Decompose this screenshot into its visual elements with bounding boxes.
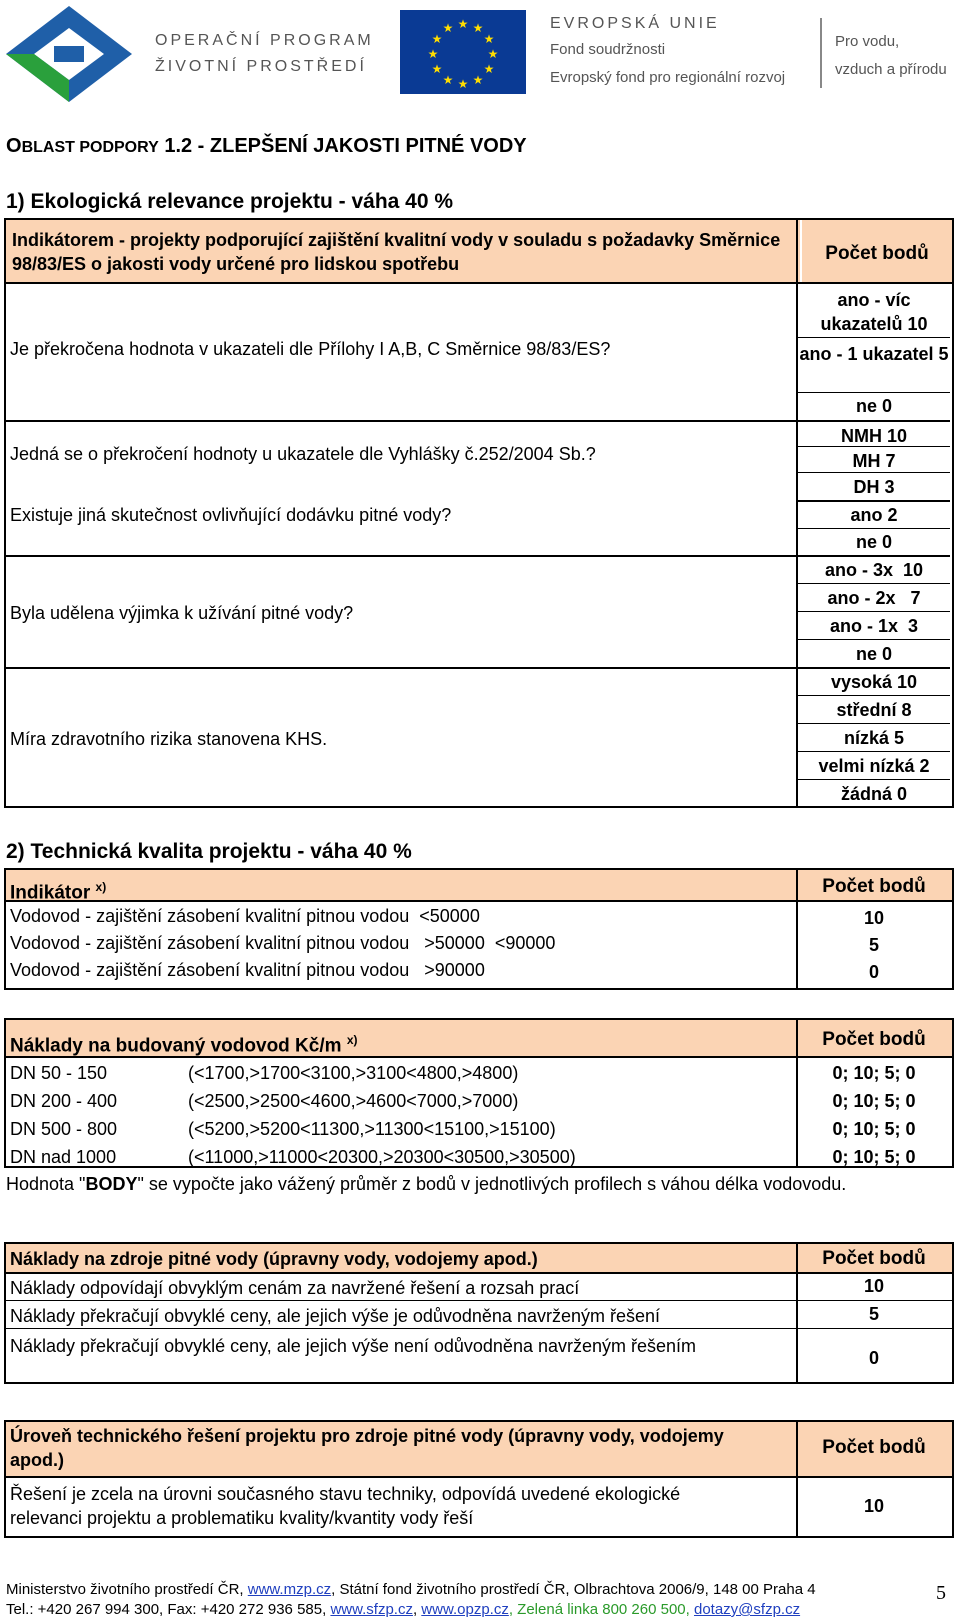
q1-answer-2: ano - 1 ukazatel 5 (799, 344, 949, 364)
footer-line-2 (6, 1600, 800, 1620)
area-title-smallcaps: BLAST PODPORY (21, 139, 159, 156)
source-row-3-points: 0 (868, 1348, 879, 1368)
costs-row-3-dn: DN 500 - 800 (10, 1119, 118, 1139)
svg-text:★: ★ (487, 47, 499, 61)
tech-header: Úroveň technického řešení projektu pro zdroje pitné vody (úpravny vody, vodojemy apod.) (10, 1426, 724, 1470)
source-row-1-points: 10 (863, 1276, 885, 1296)
costs-note-post: " se vypočte jako vážený průměr z bodů v jednotlivých profilech s váhou délka vodovodu. (137, 1174, 847, 1194)
costs-header-sup: x) (346, 1033, 358, 1047)
footer-text: , Státní fond životního prostředí ČR, Olbrachtova 2006/9, 148 00 Praha 4 (331, 1581, 816, 1598)
footer-line-1 (6, 1580, 816, 1600)
costs-header-label: Náklady na budovaný vodovod Kč/m (10, 1035, 342, 1057)
costs-row-2-points: 0; 10; 5; 0 (832, 1091, 916, 1111)
footer-text: Tel.: +420 267 994 300, Fax: +420 272 936 585, (6, 1601, 331, 1618)
ans-line (798, 611, 950, 612)
ans-line (798, 500, 950, 502)
q2-answer-3: DH 3 (853, 477, 895, 497)
costs-row-1-range: (<1700,>1700<3100,>3100<4800,>4800) (188, 1063, 519, 1083)
section2-sup: x) (95, 880, 107, 894)
svg-text:★: ★ (442, 21, 454, 35)
q1-answer-1: ano - víc ukazatelů 10 (820, 290, 928, 334)
q4-text: Byla udělena výjimka k užívání pitné vody? (10, 603, 354, 623)
section1-title: 1) Ekologická relevance projektu - váha 40 % (6, 190, 454, 213)
ans-line (798, 392, 950, 393)
eu-text (550, 12, 785, 92)
svg-text:★: ★ (442, 73, 454, 87)
green-line-text: , Zelená linka 800 260 500, (508, 1601, 694, 1618)
section2-points-header: Počet bodů (822, 876, 926, 897)
section1-header-line (4, 282, 954, 284)
q1-text: Je překročena hodnota v ukazateli dle Přílohy I A,B, C Směrnice 98/83/ES? (10, 339, 611, 359)
costs-points-header: Počet bodů (822, 1029, 926, 1050)
section1-points-header: Počet bodů (825, 243, 929, 264)
opzp-link[interactable]: www.opzp.cz (421, 1601, 509, 1618)
ans-line (798, 583, 950, 584)
q2-answer-2: MH 7 (852, 451, 896, 471)
motto (835, 28, 947, 84)
svg-text:★: ★ (472, 21, 484, 35)
q3-answer-2: ne 0 (855, 532, 893, 552)
section2-row-1-points: 10 (863, 908, 885, 928)
ans-line (798, 555, 950, 557)
source-row-1-label: Náklady odpovídají obvyklým cenám za navržené řešení a rozsah prací (10, 1278, 580, 1298)
costs-row-1-points: 0; 10; 5; 0 (832, 1063, 916, 1083)
source-row-2-points: 5 (868, 1304, 879, 1324)
q4-answer-3: ano - 1x 3 (829, 616, 919, 636)
tech-row-points: 10 (863, 1496, 885, 1516)
svg-text:★: ★ (457, 77, 469, 91)
ans-line (798, 639, 950, 640)
q4-answer-4: ne 0 (855, 644, 893, 664)
svg-text:★: ★ (457, 17, 469, 31)
q5-answer-2: střední 8 (836, 700, 912, 720)
email-link[interactable]: dotazy@sfzp.cz (693, 1601, 801, 1618)
section2-row-3-points: 0 (868, 962, 879, 982)
costs-row-4-points: 0; 10; 5; 0 (832, 1147, 916, 1167)
source-header: Náklady na zdroje pitné vody (úpravny vody, vodojemy apod.) (10, 1249, 538, 1269)
section2-row-2-label: Vodovod - zajištění zásobení kvalitní pitnou vodou >50000 <90000 (10, 933, 556, 953)
section2-title: 2) Technická kvalita projektu - váha 40 % (6, 840, 412, 863)
tech-points-header: Počet bodů (822, 1437, 926, 1458)
ans-line (798, 528, 950, 529)
q3-text: Existuje jiná skutečnost ovlivňující dodávku pitné vody? (10, 505, 452, 525)
q4-answer-1: ano - 3x 10 (824, 560, 924, 580)
ans-line (798, 337, 950, 338)
sfzp-link[interactable]: www.sfzp.cz (330, 1601, 413, 1618)
svg-text:★: ★ (483, 62, 495, 76)
ans-line (798, 751, 950, 752)
q5-answer-3: nízká 5 (843, 728, 905, 748)
op-line1: OPERAČNÍ PROGRAM (155, 32, 374, 49)
eu-line3: Evropský fond pro regionální rozvoj (550, 69, 786, 86)
eu-line1: EVROPSKÁ UNIE (550, 15, 720, 32)
mzp-link[interactable]: www.mzp.cz (247, 1581, 332, 1598)
q5-answer-4: velmi nízká 2 (818, 756, 930, 776)
eu-line2: Fond soudržnosti (550, 41, 666, 58)
footer-text: Ministerstvo životního prostředí ČR, (6, 1581, 248, 1598)
svg-text:★: ★ (472, 73, 484, 87)
area-title-rest: 1.2 - ZLEPŠENÍ JAKOSTI PITNÉ VODY (158, 135, 527, 157)
section2-row-1-label: Vodovod - zajištění zásobení kvalitní pitnou vodou <50000 (10, 906, 480, 926)
page-number: 5 (936, 1582, 946, 1604)
motto-line2: vzduch a přírodu (835, 61, 947, 78)
q1-bottom-line (4, 420, 798, 422)
ans-line (798, 779, 950, 780)
q5-answer-5: žádná 0 (840, 784, 908, 804)
section2-indicator (10, 875, 106, 905)
header-divider (820, 18, 822, 88)
section2-indicator-label: Indikátor (10, 882, 91, 904)
q3-answer-1: ano 2 (850, 505, 898, 525)
costs-row-4-dn: DN nad 1000 (10, 1147, 117, 1167)
motto-line1: Pro vodu, (835, 33, 900, 50)
footer-text: , (412, 1601, 422, 1618)
ans-line (798, 723, 950, 724)
costs-row-3-points: 0; 10; 5; 0 (832, 1119, 916, 1139)
section2-header-line (4, 900, 954, 902)
q1-answer-3: ne 0 (855, 396, 893, 416)
ans-line (798, 667, 950, 669)
q5-text: Míra zdravotního rizika stanovena KHS. (10, 729, 328, 749)
section2-row-3-label: Vodovod - zajištění zásobení kvalitní pitnou vodou >90000 (10, 960, 485, 980)
source-row-2-label: Náklady překračují obvyklé ceny, ale jejich výše je odůvodněna navrženým řešení (10, 1306, 661, 1326)
source-points-header: Počet bodů (822, 1248, 926, 1269)
q2-text: Jedná se o překročení hodnoty u ukazatele dle Vyhlášky č.252/2004 Sb.? (10, 444, 596, 464)
q4-bottom-line (4, 667, 798, 669)
svg-text:★: ★ (431, 32, 443, 46)
section2-row-2-points: 5 (868, 935, 879, 955)
costs-row-4-range: (<11000,>11000<20300,>20300<30500,>30500) (188, 1147, 576, 1167)
tech-header-line (4, 1476, 954, 1478)
costs-row-1-dn: DN 50 - 150 (10, 1063, 108, 1083)
costs-row-2-range: (<2500,>2500<4600,>4600<7000,>7000) (188, 1091, 519, 1111)
costs-note (6, 1172, 956, 1196)
svg-text:★: ★ (483, 32, 495, 46)
q5-answer-1: vysoká 10 (830, 672, 918, 692)
eu-flag-icon (400, 10, 526, 94)
ans-line (798, 420, 950, 422)
costs-row-3-range: (<5200,>5200<11300,>11300<15100,>15100) (188, 1119, 556, 1139)
op-line2: ŽIVOTNÍ PROSTŘEDÍ (155, 58, 367, 75)
source-row-3-label: Náklady překračují obvyklé ceny, ale jejich výše není odůvodněna navrženým řešením (10, 1336, 697, 1356)
op-program-name (155, 28, 374, 80)
svg-text:★: ★ (431, 62, 443, 76)
area-title-initial: O (6, 135, 22, 157)
source-row-line (4, 1300, 954, 1301)
svg-text:★: ★ (427, 47, 439, 61)
costs-note-pre: Hodnota " (6, 1174, 86, 1194)
q3-bottom-line (4, 555, 798, 557)
section1-indicator: Indikátorem - projekty podporující zajištění kvalitní vody v souladu s požadavky Směrnice 98/83/ES o jakosti vody určené pro lidskou spotřebu (12, 230, 781, 274)
source-row-line (4, 1328, 954, 1329)
costs-row-2-dn: DN 200 - 400 (10, 1091, 118, 1111)
costs-header (10, 1028, 357, 1058)
costs-note-bold: BODY (85, 1174, 138, 1194)
op-logo (4, 4, 134, 102)
tech-row-label: Řešení je zcela na úrovni současného stavu techniky, odpovídá uvedené ekologické relevanci projektu a problematiku kvality/kvantity vody řeší (10, 1484, 681, 1528)
q2-answer-1: NMH 10 (840, 426, 907, 446)
ans-line (798, 695, 950, 696)
area-title (6, 135, 527, 158)
q4-answer-2: ano - 2x 7 (827, 588, 921, 608)
